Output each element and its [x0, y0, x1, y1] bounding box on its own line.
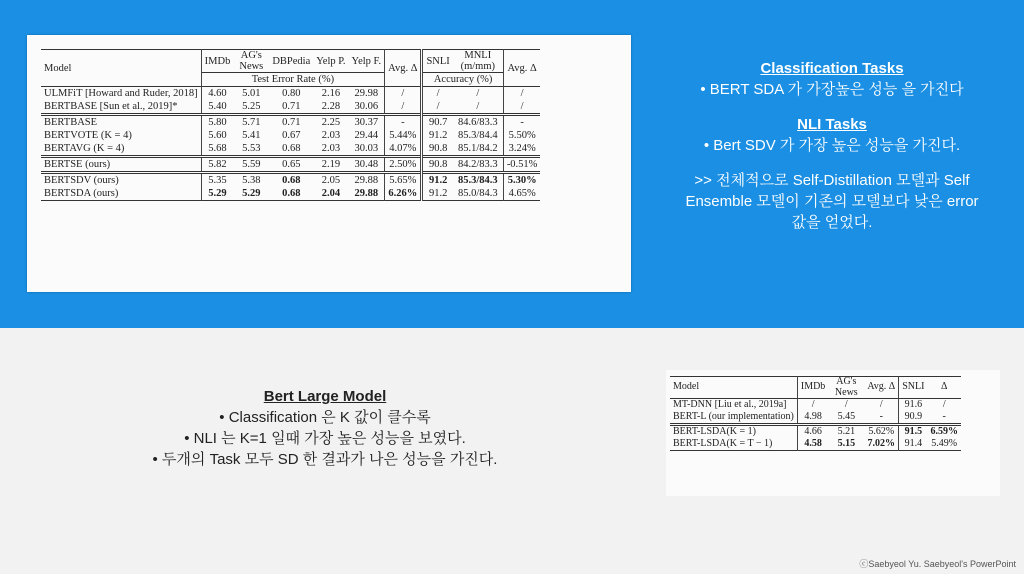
value-cell: -0.51% [503, 157, 540, 173]
value-cell: 4.65% [503, 187, 540, 201]
value-cell: 5.30% [503, 173, 540, 188]
value-cell: 30.06 [354, 101, 379, 113]
table-row [41, 157, 540, 173]
value-cell: / [844, 398, 848, 410]
nli-tasks-title: NLI Tasks [797, 116, 867, 133]
results-table [41, 49, 540, 201]
value-cell: / [476, 101, 480, 113]
table-row [670, 411, 961, 425]
col-header-delta: Δ [941, 381, 948, 393]
value-cell: / [797, 399, 828, 412]
value-cell: / [942, 398, 946, 410]
results-table-panel [27, 35, 631, 292]
col-header-mnli: MNLI (m/mm) [460, 50, 496, 73]
table-row [41, 115, 540, 130]
table-row [41, 187, 540, 201]
value-cell: 5.21 [837, 425, 856, 437]
value-cell: 84.2/83.3 [457, 159, 498, 171]
value-cell: 91.5 [899, 425, 928, 439]
value-cell: 90.9 [899, 411, 928, 425]
value-cell: 5.25 [242, 101, 261, 113]
value-cell: - [385, 115, 422, 130]
value-cell: 6.26% [385, 187, 422, 201]
table-row [41, 87, 540, 101]
value-cell: 5.49% [931, 437, 958, 449]
value-cell: / [503, 100, 540, 115]
value-cell: 85.0/84.3 [457, 188, 498, 200]
value-cell: 5.01 [242, 88, 261, 100]
bert-large-title: Bert Large Model [263, 388, 387, 405]
value-cell: 5.15 [837, 437, 856, 449]
table-row [670, 438, 961, 451]
value-cell: 7.02% [867, 437, 896, 449]
value-cell: 3.24% [503, 142, 540, 157]
model-name-cell: BERTSE (ours) [44, 159, 111, 171]
value-cell: 5.65% [385, 173, 422, 188]
model-name-cell: BERTSDV (ours) [44, 175, 119, 187]
value-cell: 2.19 [321, 159, 341, 171]
value-cell: 0.68 [282, 175, 301, 187]
model-name-cell: BERTBASE [44, 117, 98, 129]
value-cell: 30.48 [354, 159, 379, 171]
value-cell: 0.68 [282, 188, 301, 200]
value-cell: 91.6 [899, 399, 928, 412]
value-cell: 2.25 [321, 117, 341, 129]
value-cell: 29.88 [354, 175, 379, 187]
value-cell: 5.53 [242, 143, 261, 155]
value-cell: / [385, 87, 422, 101]
col-header-yelpf: Yelp F. [351, 55, 382, 67]
model-name-cell: BERT-LSDA(K = T − 1) [673, 437, 773, 449]
value-cell: 90.8 [422, 157, 453, 173]
col-header-avg-delta: Avg. Δ [867, 381, 896, 393]
value-cell: 5.80 [201, 115, 233, 130]
summary-line: Ensemble 모델이 기존의 모델보다 낮은 error [685, 193, 979, 210]
value-cell: 5.40 [201, 100, 233, 115]
model-name-cell: BERTVOTE (K = 4) [44, 130, 132, 142]
value-cell: 0.65 [282, 159, 301, 171]
value-cell: 90.7 [422, 115, 453, 130]
value-cell: 85.3/84.4 [457, 130, 498, 142]
value-cell: 30.37 [354, 117, 379, 129]
value-cell: 29.88 [354, 188, 379, 200]
model-name-cell: BERTSDA (ours) [44, 188, 119, 200]
right-notes [640, 58, 1024, 233]
value-cell: 5.38 [242, 175, 261, 187]
value-cell: - [879, 410, 883, 422]
value-cell: 2.04 [321, 188, 341, 200]
value-cell: 4.98 [797, 411, 828, 425]
value-cell: 2.03 [321, 143, 341, 155]
summary-line: >> 전체적으로 Self-Distillation 모델과 Self [694, 172, 970, 189]
value-cell: 5.60 [201, 129, 233, 142]
value-cell: 0.71 [282, 117, 301, 129]
model-name-cell: BERTAVG (K = 4) [44, 143, 125, 155]
table-row [41, 100, 540, 115]
value-cell: / [503, 87, 540, 101]
col-header-avg-delta: Avg. Δ [385, 50, 422, 87]
value-cell: 0.68 [282, 143, 301, 155]
value-cell: 5.29 [201, 187, 233, 201]
col-header-avg-delta-2: Avg. Δ [503, 50, 540, 87]
value-cell: 90.8 [422, 142, 453, 157]
value-cell: 0.80 [282, 88, 301, 100]
model-name-cell: BERTBASE [Sun et al., 2019]* [44, 101, 178, 113]
accuracy-label: Accuracy (%) [422, 73, 503, 87]
model-name-cell: ULMFiT [Howard and Ruder, 2018] [44, 88, 198, 100]
classification-tasks-title: Classification Tasks [760, 60, 904, 77]
col-header-model: Model [673, 381, 700, 393]
summary-line: 값을 얻었다. [791, 214, 873, 231]
col-header-model: Model [44, 62, 72, 74]
value-cell: - [942, 410, 946, 422]
col-header-imdb: IMDb [201, 50, 233, 73]
value-cell: 5.45 [837, 410, 856, 422]
value-cell: 85.1/84.2 [457, 143, 498, 155]
bert-large-table-panel [666, 370, 1000, 496]
col-header-snli: SNLI [899, 377, 928, 399]
value-cell: / [879, 398, 883, 410]
col-header-yelpp: Yelp P. [316, 55, 346, 67]
bottom-bullet: • 두개의 Task 모두 SD 한 결과가 나은 성능을 가진다. [152, 451, 498, 468]
value-cell: / [476, 88, 480, 100]
value-cell: 4.58 [797, 438, 828, 451]
value-cell: 91.4 [899, 438, 928, 451]
nli-bullet: • Bert SDV 가 가장 높은 성능을 가진다. [703, 137, 961, 154]
table-row [41, 129, 540, 142]
model-name-cell: BERT-LSDA(K = 1) [673, 425, 757, 437]
value-cell: 29.98 [354, 88, 379, 100]
model-name-cell: BERT-L (our implementation) [673, 410, 794, 422]
value-cell: 2.16 [321, 88, 341, 100]
value-cell: 5.41 [242, 130, 261, 142]
value-cell: 2.50% [385, 157, 422, 173]
value-cell: 2.03 [321, 130, 341, 142]
value-cell: - [503, 115, 540, 130]
value-cell: 91.2 [422, 187, 453, 201]
classification-bullet: • BERT SDA 가 가장높은 성능 을 가진다 [700, 81, 964, 98]
col-header-snli: SNLI [422, 50, 453, 73]
value-cell: 5.59 [242, 159, 261, 171]
col-header-agnews: AG's News [239, 50, 264, 73]
value-cell: 91.2 [422, 129, 453, 142]
table-row [670, 399, 961, 412]
value-cell: 5.29 [242, 188, 261, 200]
value-cell: 4.60 [201, 87, 233, 101]
value-cell: / [422, 100, 453, 115]
table-row [670, 425, 961, 439]
value-cell: 2.05 [321, 175, 341, 187]
value-cell: 2.28 [321, 101, 341, 113]
value-cell: 6.59% [930, 425, 958, 437]
model-name-cell: MT-DNN [Liu et al., 2019a] [673, 398, 787, 410]
value-cell: 5.44% [385, 129, 422, 142]
bottom-bullet: • NLI 는 K=1 일때 가장 높은 성능을 보였다. [184, 430, 466, 447]
value-cell: 5.71 [242, 117, 261, 129]
value-cell: 4.66 [797, 425, 828, 439]
value-cell: 5.68 [201, 142, 233, 157]
test-error-label: Test Error Rate (%) [201, 73, 385, 87]
copyright-footer: ⓒSaebyeol Yu. Saebyeol's PowerPoint [859, 559, 1016, 569]
bottom-notes [60, 386, 590, 470]
value-cell: 5.35 [201, 173, 233, 188]
value-cell: 5.82 [201, 157, 233, 173]
bottom-bullet: • Classification 은 K 값이 클수록 [219, 409, 431, 426]
value-cell: / [385, 100, 422, 115]
value-cell: 85.3/84.3 [457, 175, 498, 187]
value-cell: 0.71 [282, 101, 301, 113]
col-header-imdb: IMDb [797, 377, 828, 399]
value-cell: 4.07% [385, 142, 422, 157]
value-cell: 91.2 [422, 173, 453, 188]
value-cell: / [422, 87, 453, 101]
table-row [41, 173, 540, 188]
value-cell: 29.44 [354, 130, 379, 142]
bert-large-table [670, 376, 961, 451]
value-cell: 30.03 [354, 143, 379, 155]
value-cell: 0.67 [282, 130, 301, 142]
value-cell: 5.50% [503, 129, 540, 142]
col-header-dbpedia: DBPedia [272, 55, 311, 67]
value-cell: 84.6/83.3 [457, 117, 498, 129]
table-row [41, 142, 540, 157]
value-cell: 5.62% [868, 425, 895, 437]
col-header-agnews: AG's News [834, 376, 858, 398]
